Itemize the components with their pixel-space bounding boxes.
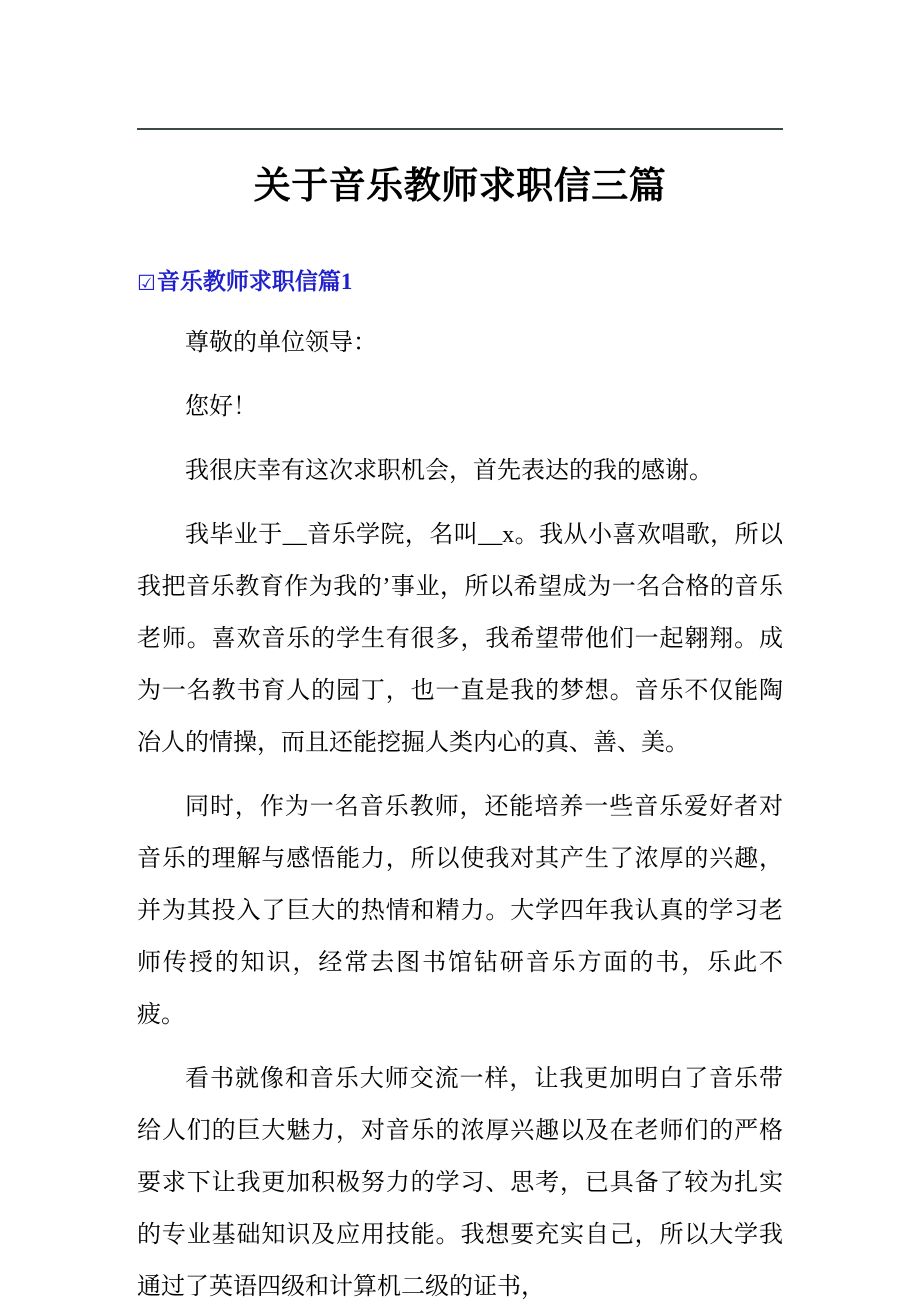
document-content-column [137,0,783,1313]
checked-checkbox-icon: ☑ [137,271,156,296]
header-divider [137,128,783,130]
section-heading-label: 音乐教师求职信篇1 [156,269,353,295]
paragraph-thanks: 我很庆幸有这次求职机会，首先表达的我的感谢。 [185,458,713,485]
paragraph-skills: 看书就像和音乐大师交流一样，让我更加明白了音乐带给人们的巨大魅力，对音乐的浓厚兴趣以及在老师们的严格要求下让我更加积极努力的学习、思考，已具备了较为扎实的专业基础知识及应用技能。我想要充实自己，所以大学我通过了英语四级和计算机二级的证书， [137,1066,783,1301]
paragraph-salutation: 尊敬的单位领导： [185,330,377,357]
letter-body [137,297,783,1313]
paragraph-background: 我毕业于__音乐学院，名叫__x。我从小喜欢唱歌，所以我把音乐教育作为我的’事业，所以希望成为一名合格的音乐老师。喜欢音乐的学生有很多，我希望带他们一起翱翔。成为一名教书育人的园丁，也一直是我的梦想。音乐不仅能陶冶人的情操，而且还能挖掘人类内心的真、善、美。 [137,522,783,757]
page-title: 关于音乐教师求职信三篇 [253,166,667,207]
paragraph-greeting: 您好！ [185,394,257,421]
paragraph-interest: 同时，作为一名音乐教师，还能培养一些音乐爱好者对音乐的理解与感悟能力，所以使我对其产生了浓厚的兴趣，并为其投入了巨大的热情和精力。大学四年我认真的学习老师传授的知识，经常去图书馆钻研音乐方面的书，乐此不疲。 [137,794,783,1029]
section-heading [137,210,783,297]
